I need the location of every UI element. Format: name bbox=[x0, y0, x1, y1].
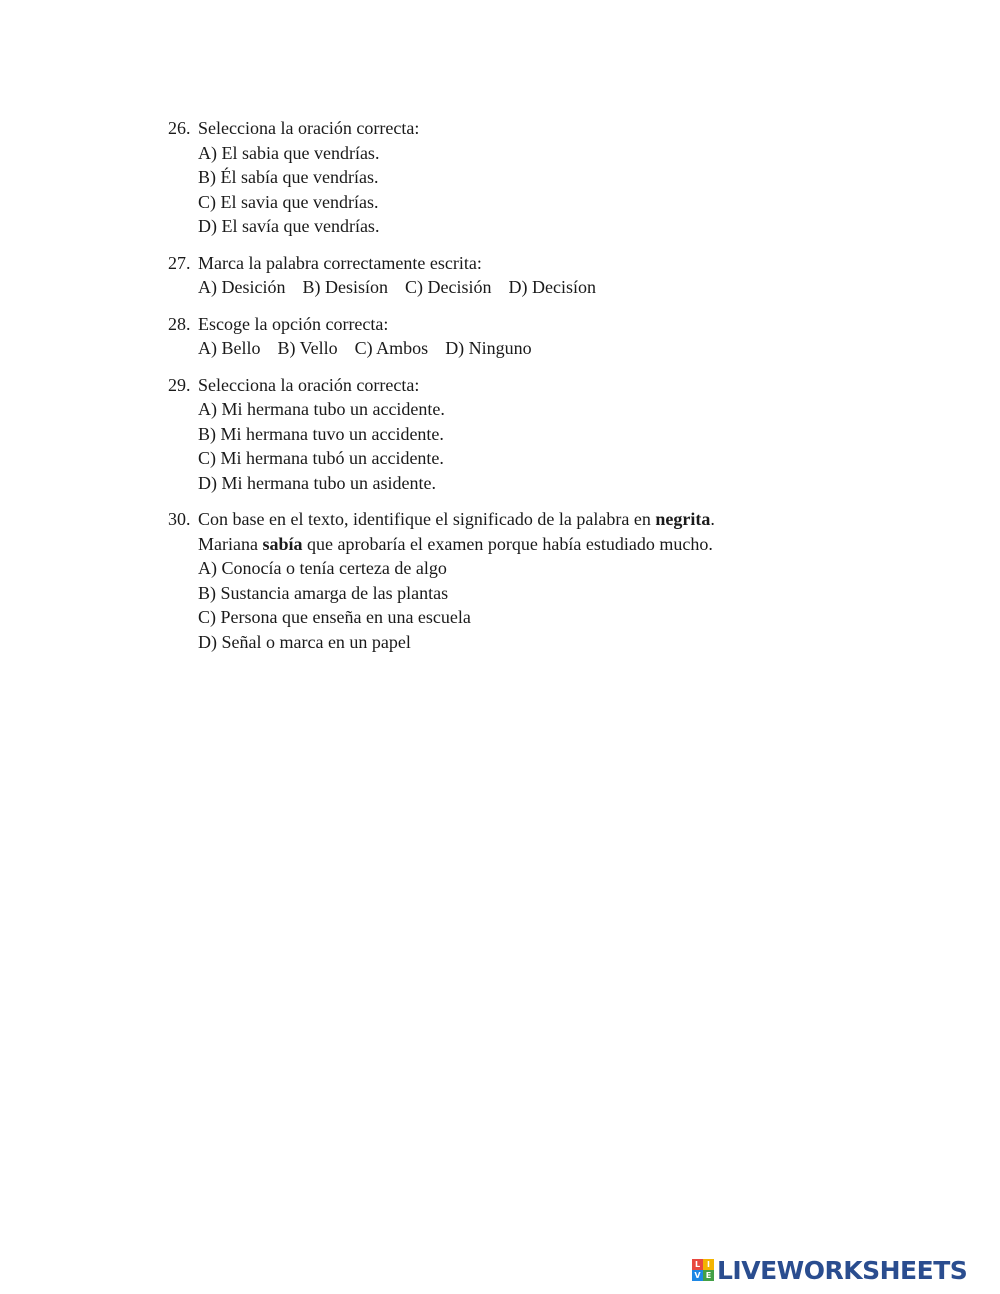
brand-name: LIVEWORKSHEETS bbox=[717, 1255, 968, 1285]
question-number: 28. bbox=[168, 313, 191, 334]
option-b[interactable]: B) Mi hermana tuvo un accidente. bbox=[198, 423, 444, 444]
question-27 bbox=[168, 251, 888, 300]
option-d[interactable]: D) Ninguno bbox=[445, 338, 532, 358]
question-29 bbox=[168, 373, 888, 496]
options-row bbox=[168, 275, 888, 300]
question-prompt: Escoge la opción correcta: bbox=[198, 313, 389, 334]
question-number: 26. bbox=[168, 118, 191, 138]
bold-word: sabía bbox=[262, 533, 303, 554]
liveworksheets-logo-icon: L I V E bbox=[692, 1259, 714, 1281]
bold-keyword: negrita bbox=[655, 509, 711, 529]
context-sentence: Mariana sabía que aprobaría el examen porque había estudiado mucho. bbox=[198, 533, 713, 554]
option-c[interactable]: C) Ambos bbox=[354, 338, 429, 358]
question-26 bbox=[168, 116, 888, 239]
question-prompt: Con base en el texto, identifique el significado de la palabra en negrita. bbox=[198, 509, 715, 529]
option-c[interactable]: C) Decisión bbox=[404, 277, 492, 297]
option-d[interactable]: D) Decisíon bbox=[508, 277, 596, 297]
worksheet bbox=[168, 116, 888, 666]
option-b[interactable]: B) Vello bbox=[277, 338, 338, 358]
option-a[interactable]: A) Desición bbox=[198, 277, 286, 297]
option-b[interactable]: B) Sustancia amarga de las plantas bbox=[198, 582, 449, 603]
option-c[interactable]: C) El savia que vendrías. bbox=[198, 191, 379, 212]
question-number: 30. bbox=[168, 509, 191, 529]
question-prompt: Selecciona la oración correcta: bbox=[198, 374, 420, 395]
option-a[interactable]: A) El sabia que vendrías. bbox=[198, 142, 380, 163]
question-prompt: Marca la palabra correctamente escrita: bbox=[198, 252, 482, 273]
option-d[interactable]: D) Señal o marca en un papel bbox=[198, 631, 411, 652]
question-28 bbox=[168, 312, 888, 361]
option-d[interactable]: D) El savía que vendrías. bbox=[198, 216, 380, 236]
option-d[interactable]: D) Mi hermana tubo un asidente. bbox=[198, 472, 436, 493]
option-a[interactable]: A) Mi hermana tubo un accidente. bbox=[198, 399, 445, 419]
option-c[interactable]: C) Persona que enseña en una escuela bbox=[198, 607, 471, 627]
option-b[interactable]: B) Desisíon bbox=[302, 277, 388, 297]
option-a[interactable]: A) Conocía o tenía certeza de algo bbox=[198, 558, 447, 578]
option-c[interactable]: C) Mi hermana tubó un accidente. bbox=[198, 448, 444, 468]
option-a[interactable]: A) Bello bbox=[198, 338, 261, 358]
question-number: 29. bbox=[168, 374, 191, 395]
option-b[interactable]: B) Él sabía que vendrías. bbox=[198, 167, 379, 187]
question-30 bbox=[168, 507, 888, 654]
question-number: 27. bbox=[168, 252, 191, 273]
options-row bbox=[168, 336, 888, 361]
question-prompt: Selecciona la oración correcta: bbox=[198, 118, 420, 138]
liveworksheets-brand bbox=[692, 1256, 967, 1284]
